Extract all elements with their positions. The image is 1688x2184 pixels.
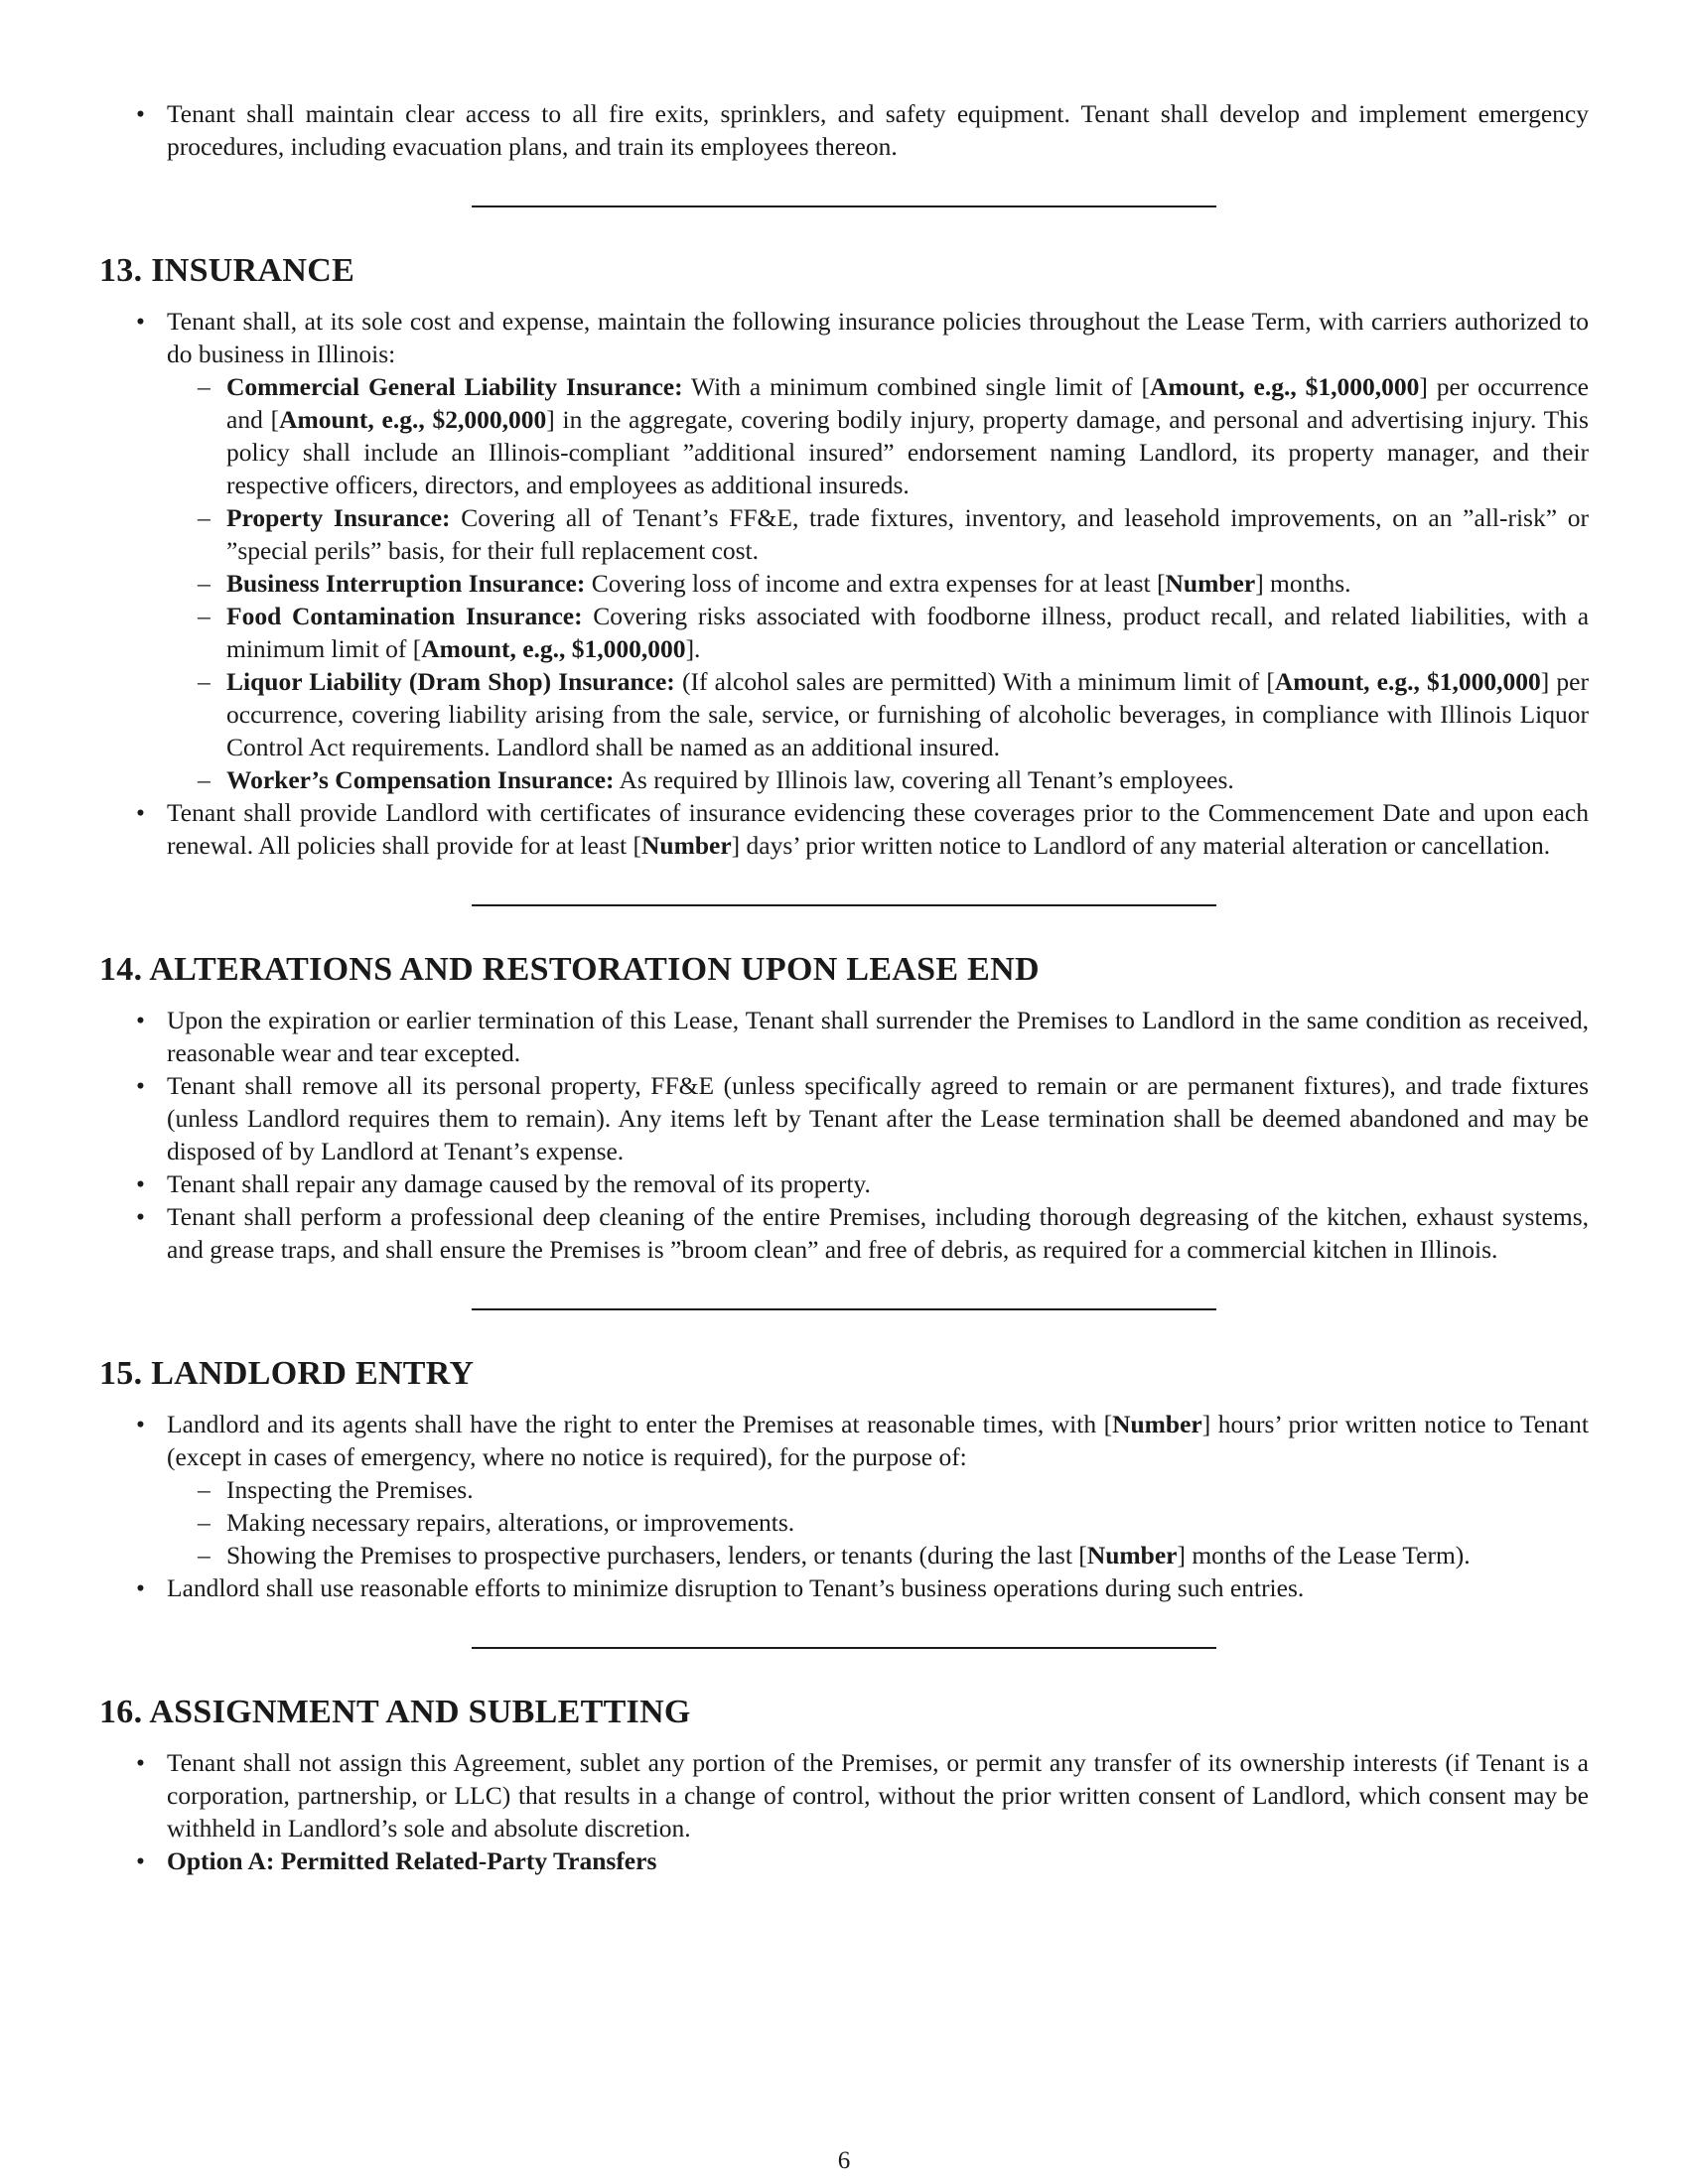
list-item: • Upon the expiration or earlier termination of this Lease, Tenant shall surrender the Premises to Landlord in the same condition as received, reasonable wear and tear excepted. xyxy=(99,1004,1589,1069)
sub-item: – Food Contamination Insurance: Covering risks associated with foodborne illness, product recall, and related liabilities, with a minimum limit of [Amount, e.g., $1,000,000]. xyxy=(167,600,1589,665)
list-item xyxy=(99,305,1589,796)
sub-item: – Worker’s Compensation Insurance: As required by Illinois law, covering all Tenant’s employees. xyxy=(167,763,1589,796)
sub-item: – Business Interruption Insurance: Covering loss of income and extra expenses for at least [Number] months. xyxy=(167,567,1589,600)
list-item: • Tenant shall not assign this Agreement, sublet any portion of the Premises, or permit any transfer of its ownership interests (if Tenant is a corporation, partnership, or LLC) that results in a change of control, without the prior written consent of Landlord, which consent may be withheld in Landlord’s sole and absolute discretion. xyxy=(99,1746,1589,1844)
item-label: Business Interruption Insurance: xyxy=(226,569,586,598)
list-item xyxy=(99,1844,1589,1877)
item-label: Liquor Liability (Dram Shop) Insurance: xyxy=(226,667,675,696)
sub-list xyxy=(167,1473,1589,1571)
list-item: • Tenant shall maintain clear access to all fire exits, sprinklers, and safety equipment. Tenant shall develop and implement emergency procedures, including evacuation plans, and train its employees thereon. xyxy=(99,97,1589,163)
section-heading-insurance: 13. INSURANCE xyxy=(99,252,355,289)
sub-item: – Inspecting the Premises. xyxy=(167,1473,1589,1506)
sub-list xyxy=(167,370,1589,796)
list-item: • Tenant shall provide Landlord with certificates of insurance evidencing these coverages prior to the Commencement Date and upon each renewal. All policies shall provide for at least [Number] days’ prior written notice to Landlord of any material alteration or cancellation. xyxy=(99,796,1589,862)
insurance-intro: Tenant shall, at its sole cost and expense, maintain the following insurance policies throughout the Lease Term, with carriers authorized to do business in Illinois: xyxy=(167,307,1589,368)
bullet-list xyxy=(99,1746,1589,1877)
item-label: Commercial General Liability Insurance: xyxy=(226,372,683,401)
item-label: Property Insurance: xyxy=(226,503,451,532)
page-content xyxy=(99,97,1589,1877)
sub-item: – Showing the Premises to prospective purchasers, lenders, or tenants (during the last [Number] months of the Lease Term). xyxy=(167,1539,1589,1571)
section-divider xyxy=(472,1647,1216,1649)
bullet-list xyxy=(99,1004,1589,1266)
section-heading-landlord-entry: 15. LANDLORD ENTRY xyxy=(99,1355,475,1392)
list-item: • Landlord shall use reasonable efforts to minimize disruption to Tenant’s business operations during such entries. xyxy=(99,1571,1589,1604)
list-item: • Landlord and its agents shall have the right to enter the Premises at reasonable times, with [Number] hours’ prior written notice to Tenant (except in cases of emergency, where no notice is required), for the purpose of: – Inspecting the Premises. – Making necessary repairs, alterations, or improvements. – Showing the Premises to prospective purchasers, lenders, or tenants (during the last [Number] months of the Lease Term). xyxy=(99,1408,1589,1571)
item-label: Worker’s Compensation Insurance: xyxy=(226,765,615,794)
bullet-list xyxy=(99,97,1589,163)
list-item: • Tenant shall remove all its personal property, FF&E (unless specifically agreed to remain or are permanent fixtures), and trade fixtures (unless Landlord requires them to remain). Any items left by Tenant after the Lease termination shall be deemed abandoned and may be disposed of by Landlord at Tenant’s expense. xyxy=(99,1069,1589,1167)
section-divider xyxy=(472,205,1216,207)
list-item: • Tenant shall repair any damage caused by the removal of its property. xyxy=(99,1167,1589,1200)
section-divider xyxy=(472,1308,1216,1310)
section-heading-alterations: 14. ALTERATIONS AND RESTORATION UPON LEASE END xyxy=(99,951,1040,988)
list-item: • Tenant shall perform a professional deep cleaning of the entire Premises, including thorough degreasing of the kitchen, exhaust systems, and grease traps, and shall ensure the Premises is ”broom clean” and free of debris, as required for a commercial kitchen in Illinois. xyxy=(99,1200,1589,1266)
option-a-label: Option A: Permitted Related-Party Transfers xyxy=(167,1846,657,1875)
section-heading-assignment: 16. ASSIGNMENT AND SUBLETTING xyxy=(99,1694,691,1730)
sub-item: – Making necessary repairs, alterations, or improvements. xyxy=(167,1506,1589,1539)
page-number: 6 xyxy=(837,2147,851,2174)
bullet-list xyxy=(99,1408,1589,1604)
sub-item: – Property Insurance: Covering all of Tenant’s FF&E, trade fixtures, inventory, and leasehold improvements, on an ”all-risk” or ”special perils” basis, for their full replacement cost. xyxy=(167,501,1589,567)
item-label: Food Contamination Insurance: xyxy=(226,602,583,630)
sub-item: – Liquor Liability (Dram Shop) Insurance: (If alcohol sales are permitted) With a minimum limit of [Amount, e.g., $1,000,000] per occurrence, covering liability arising from the sale, service, or furnishing of alcoholic beverages, in compliance with Illinois Liquor Control Act requirements. Landlord shall be named as an additional insured. xyxy=(167,665,1589,763)
bullet-list xyxy=(99,305,1589,862)
sub-item: – Commercial General Liability Insurance: With a minimum combined single limit of [Amount, e.g., $1,000,000] per occurrence and [Amount, e.g., $2,000,000] in the aggregate, covering bodily injury, property damage, and personal and advertising injury. This policy shall include an Illinois-compliant ”additional insured” endorsement naming Landlord, its property manager, and their respective officers, directors, and employees as additional insureds. xyxy=(167,370,1589,501)
section-divider xyxy=(472,904,1216,906)
